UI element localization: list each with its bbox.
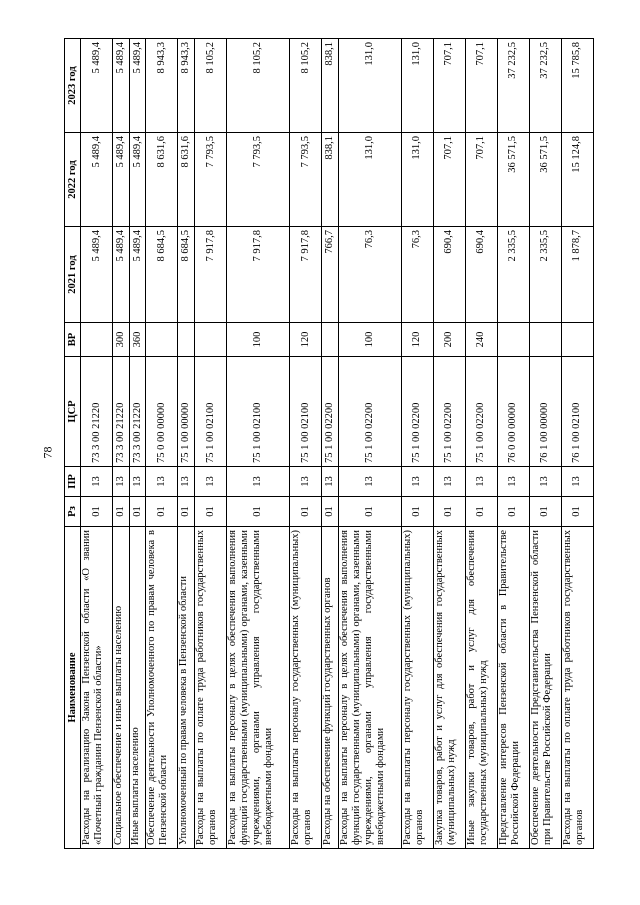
cell-2022: 36 571,5: [529, 133, 561, 227]
cell-csr: 75 1 00 02200: [433, 357, 465, 467]
cell-vr: 300: [113, 323, 130, 357]
table-row: [401, 39, 433, 849]
table-row: [178, 39, 195, 849]
cell-2023: 707,1: [433, 39, 465, 133]
header-2021: 2021 год: [65, 227, 81, 323]
cell-vr: 240: [465, 323, 497, 357]
cell-csr: 75 1 00 02100: [227, 357, 290, 467]
cell-csr: 75 1 00 02200: [401, 357, 433, 467]
cell-rz: 01: [195, 497, 227, 527]
header-rz: Рз: [65, 497, 81, 527]
cell-2022: 5 489,4: [81, 133, 113, 227]
rotated-table-container: [64, 39, 594, 849]
cell-vr: [529, 323, 561, 357]
cell-vr: [497, 323, 529, 357]
cell-csr: 73 3 00 21220: [113, 357, 130, 467]
cell-name: Расходы на выплаты персоналу в целях обеспечения выполнения функций государственными (муниципальными) органами, казенными учреждениями, органами управления государственными внебюджетными фондами: [227, 527, 290, 849]
cell-csr: 75 1 00 02200: [465, 357, 497, 467]
cell-name: Расходы на выплаты персоналу в целях обеспечения выполнения функций государственными (муниципальными) органами, казенными учреждениями, органами управления государственными внебюджетными фондами: [338, 527, 401, 849]
table-row: [561, 39, 593, 849]
cell-2022: 838,1: [322, 133, 339, 227]
cell-pr: 13: [195, 467, 227, 497]
cell-pr: 13: [81, 467, 113, 497]
table-row: [113, 39, 130, 849]
cell-rz: 01: [113, 497, 130, 527]
cell-rz: 01: [561, 497, 593, 527]
cell-2023: 5 489,4: [129, 39, 146, 133]
cell-vr: [195, 323, 227, 357]
cell-name: Расходы на реализацию Закона Пензенской области «О звании «Почетный гражданин Пензенской области»: [81, 527, 113, 849]
cell-2021: 1 878,7: [561, 227, 593, 323]
cell-pr: 13: [529, 467, 561, 497]
cell-pr: 13: [433, 467, 465, 497]
table-row: [290, 39, 322, 849]
cell-2022: 131,0: [401, 133, 433, 227]
cell-rz: 01: [227, 497, 290, 527]
cell-rz: 01: [129, 497, 146, 527]
table-row: [195, 39, 227, 849]
cell-2021: 76,3: [338, 227, 401, 323]
cell-csr: 76 0 00 00000: [497, 357, 529, 467]
cell-csr: 73 3 00 21220: [81, 357, 113, 467]
cell-csr: 75 1 00 02100: [195, 357, 227, 467]
cell-2021: 7 917,8: [227, 227, 290, 323]
cell-2022: 707,1: [433, 133, 465, 227]
cell-csr: 75 1 00 02200: [322, 357, 339, 467]
cell-2022: 707,1: [465, 133, 497, 227]
cell-vr: 360: [129, 323, 146, 357]
cell-2022: 5 489,4: [113, 133, 130, 227]
cell-vr: 200: [433, 323, 465, 357]
cell-2023: 707,1: [465, 39, 497, 133]
cell-2022: 131,0: [338, 133, 401, 227]
cell-2022: 7 793,5: [290, 133, 322, 227]
cell-2021: 690,4: [465, 227, 497, 323]
header-vr: ВР: [65, 323, 81, 357]
cell-2023: 15 785,8: [561, 39, 593, 133]
cell-2023: 8 105,2: [195, 39, 227, 133]
cell-2021: 8 684,5: [146, 227, 178, 323]
cell-vr: 100: [338, 323, 401, 357]
cell-name: Расходы на обеспечение функций государственных органов: [322, 527, 339, 849]
cell-rz: 01: [465, 497, 497, 527]
cell-2021: 7 917,8: [290, 227, 322, 323]
cell-rz: 01: [178, 497, 195, 527]
cell-2021: 5 489,4: [113, 227, 130, 323]
cell-vr: 120: [401, 323, 433, 357]
cell-csr: 76 1 00 02100: [561, 357, 593, 467]
cell-name: Обеспечение деятельности Представительства Пензенской области при Правительстве Российской Федерации: [529, 527, 561, 849]
cell-2021: 766,7: [322, 227, 339, 323]
table-row: [81, 39, 113, 849]
cell-csr: 75 1 00 02100: [290, 357, 322, 467]
cell-name: Расходы на выплаты персоналу государственных (муниципальных) органов: [290, 527, 322, 849]
cell-2023: 8 943,3: [178, 39, 195, 133]
cell-rz: 01: [290, 497, 322, 527]
cell-2023: 5 489,4: [113, 39, 130, 133]
cell-2022: 8 631,6: [146, 133, 178, 227]
cell-2022: 8 631,6: [178, 133, 195, 227]
table-row: [322, 39, 339, 849]
table-row: [227, 39, 290, 849]
cell-2023: 8 105,2: [290, 39, 322, 133]
cell-csr: 75 1 00 02200: [338, 357, 401, 467]
cell-2022: 7 793,5: [195, 133, 227, 227]
header-name: Наименование: [65, 527, 81, 849]
cell-2021: 2 335,5: [529, 227, 561, 323]
cell-pr: 13: [497, 467, 529, 497]
cell-2021: 690,4: [433, 227, 465, 323]
table-row: [129, 39, 146, 849]
cell-pr: 13: [146, 467, 178, 497]
cell-pr: 13: [290, 467, 322, 497]
table-row: [529, 39, 561, 849]
table-row: [497, 39, 529, 849]
cell-rz: 01: [338, 497, 401, 527]
cell-pr: 13: [338, 467, 401, 497]
cell-name: Обеспечение деятельности Уполномоченного по правам человека в Пензенской области: [146, 527, 178, 849]
cell-2023: 131,0: [401, 39, 433, 133]
cell-2022: 5 489,4: [129, 133, 146, 227]
cell-vr: [146, 323, 178, 357]
table-row: [146, 39, 178, 849]
budget-table: [64, 38, 594, 849]
cell-pr: 13: [129, 467, 146, 497]
cell-2021: 2 335,5: [497, 227, 529, 323]
cell-name: Иные закупки товаров, работ и услуг для обеспечения государственных (муниципальных) нужд: [465, 527, 497, 849]
header-2022: 2022 год: [65, 133, 81, 227]
cell-name: Уполномоченный по правам человека в Пензенской области: [178, 527, 195, 849]
page-number: 78: [40, 446, 55, 459]
cell-name: Расходы на выплаты по оплате труда работников государственных органов: [195, 527, 227, 849]
header-pr: ПР: [65, 467, 81, 497]
header-row: [65, 39, 81, 849]
cell-2021: 5 489,4: [81, 227, 113, 323]
cell-2022: 7 793,5: [227, 133, 290, 227]
cell-2023: 5 489,4: [81, 39, 113, 133]
cell-2022: 36 571,5: [497, 133, 529, 227]
cell-2021: 7 917,8: [195, 227, 227, 323]
cell-rz: 01: [322, 497, 339, 527]
cell-pr: 13: [465, 467, 497, 497]
cell-pr: 13: [113, 467, 130, 497]
cell-pr: 13: [178, 467, 195, 497]
cell-2023: 37 232,5: [529, 39, 561, 133]
header-2023: 2023 год: [65, 39, 81, 133]
cell-vr: 100: [227, 323, 290, 357]
cell-2022: 15 124,8: [561, 133, 593, 227]
cell-vr: [178, 323, 195, 357]
cell-name: Иные выплаты населению: [129, 527, 146, 849]
cell-csr: 75 1 00 00000: [178, 357, 195, 467]
table-row: [338, 39, 401, 849]
cell-pr: 13: [561, 467, 593, 497]
cell-rz: 01: [81, 497, 113, 527]
cell-csr: 76 1 00 00000: [529, 357, 561, 467]
cell-2021: 5 489,4: [129, 227, 146, 323]
cell-name: Представление интересов Пензенской области в Правительстве Российской Федерации: [497, 527, 529, 849]
cell-2021: 8 684,5: [178, 227, 195, 323]
cell-2023: 8 105,2: [227, 39, 290, 133]
cell-name: Расходы на выплаты по оплате труда работников государственных органов: [561, 527, 593, 849]
cell-rz: 01: [401, 497, 433, 527]
cell-vr: [322, 323, 339, 357]
cell-name: Социальное обеспечение и иные выплаты населению: [113, 527, 130, 849]
cell-pr: 13: [401, 467, 433, 497]
table-row: [433, 39, 465, 849]
cell-2023: 838,1: [322, 39, 339, 133]
cell-rz: 01: [433, 497, 465, 527]
cell-2023: 37 232,5: [497, 39, 529, 133]
cell-2023: 131,0: [338, 39, 401, 133]
cell-name: Закупка товаров, работ и услуг для обеспечения государственных (муниципальных) нужд: [433, 527, 465, 849]
table-row: [465, 39, 497, 849]
cell-pr: 13: [322, 467, 339, 497]
cell-rz: 01: [497, 497, 529, 527]
cell-2021: 76,3: [401, 227, 433, 323]
cell-2023: 8 943,3: [146, 39, 178, 133]
cell-vr: 120: [290, 323, 322, 357]
cell-pr: 13: [227, 467, 290, 497]
cell-rz: 01: [529, 497, 561, 527]
cell-rz: 01: [146, 497, 178, 527]
cell-vr: [81, 323, 113, 357]
header-csr: ЦСР: [65, 357, 81, 467]
cell-csr: 73 3 00 21220: [129, 357, 146, 467]
cell-name: Расходы на выплаты персоналу государственных (муниципальных) органов: [401, 527, 433, 849]
cell-vr: [561, 323, 593, 357]
cell-csr: 75 0 00 00000: [146, 357, 178, 467]
